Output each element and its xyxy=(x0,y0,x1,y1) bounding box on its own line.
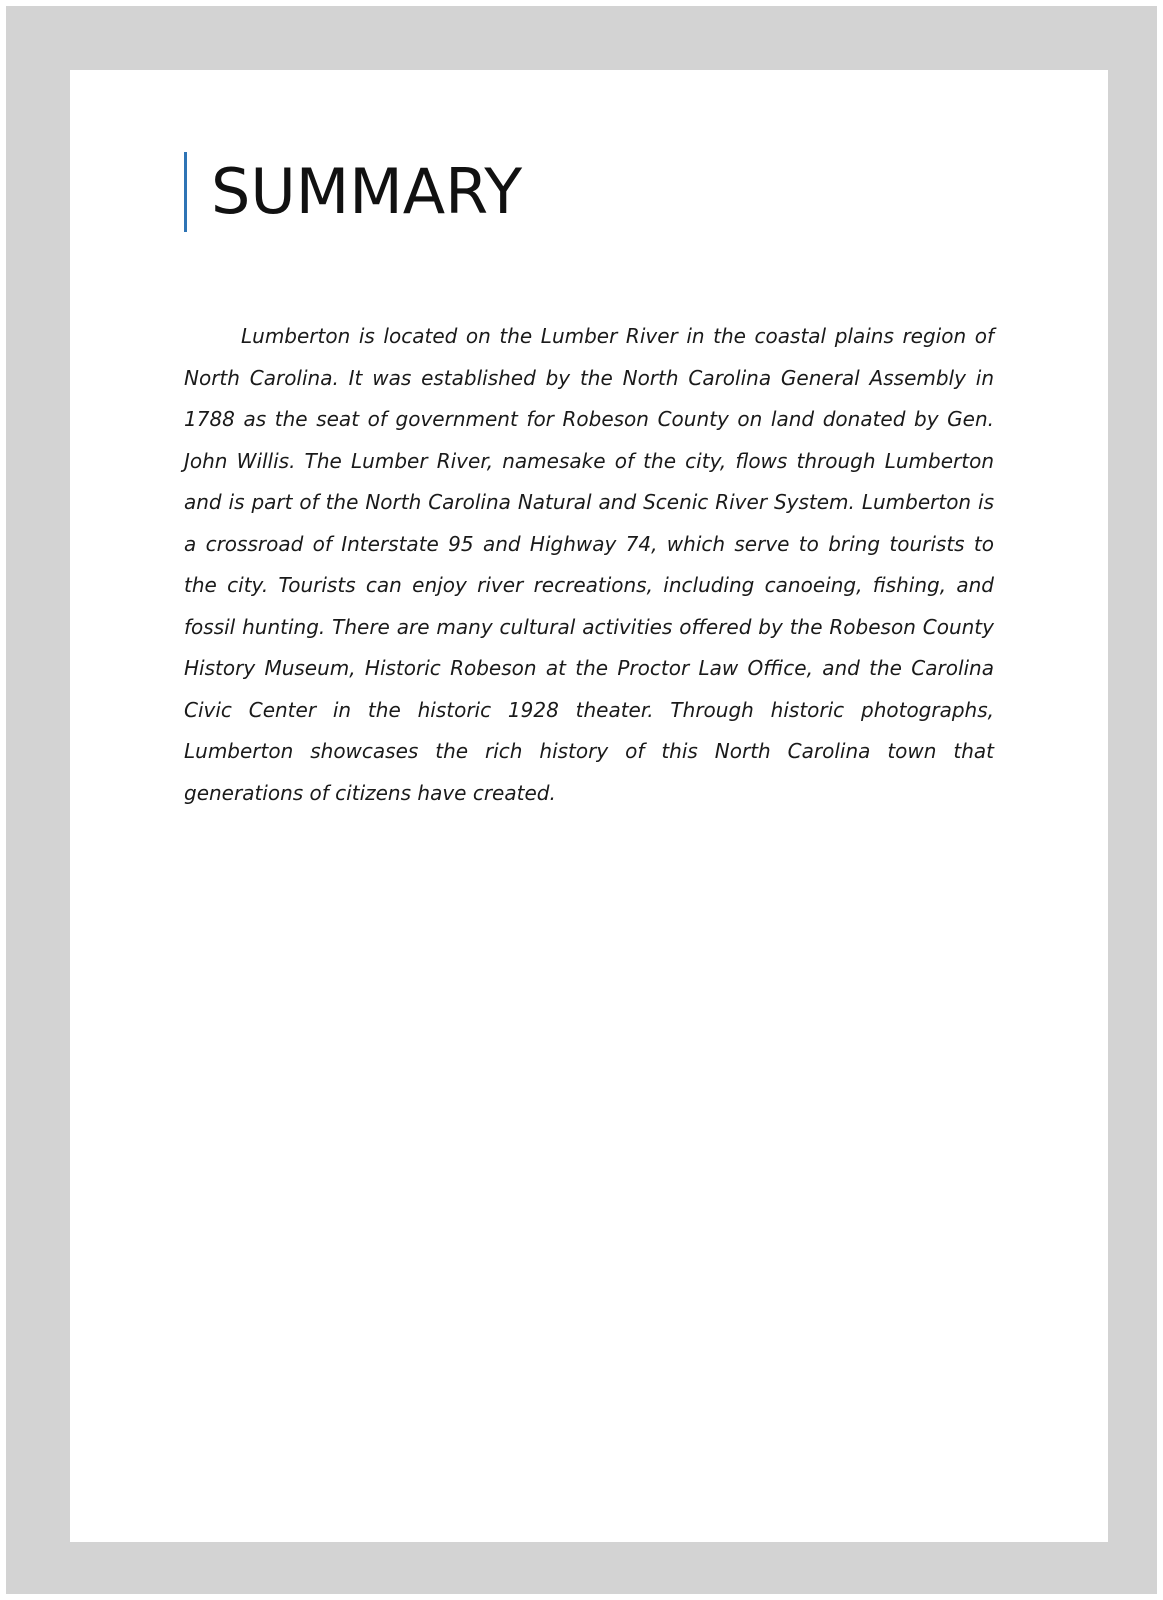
summary-paragraph: Lumberton is located on the Lumber River in the coastal plains region of North Carolina. It was established by the North Carolina General Assembly in 1788 as the seat of government for Robeson County on land donated by Gen. John Willis. The Lumber River, namesake of the city, flows through Lumberton and is part of the North Carolina Natural and Scenic River System. Lumberton is a crossroad of Interstate 95 and Highway 74, which serve to bring tourists to the city. Tourists can enjoy river recreations, including canoeing, fishing, and fossil hunting. There are many cultural activities offered by the Robeson County History Museum, Historic Robeson at the Proctor Law Office, and the Carolina Civic Center in the historic 1928 theater. Through historic photographs, Lumberton showcases the rich history of this North Carolina town that generations of citizens have created. xyxy=(184,324,994,805)
page-title: SUMMARY xyxy=(211,155,523,228)
document-page xyxy=(70,70,1108,1542)
heading-accent-rule xyxy=(184,152,187,232)
page-frame xyxy=(6,6,1157,1594)
heading-block xyxy=(184,152,522,232)
